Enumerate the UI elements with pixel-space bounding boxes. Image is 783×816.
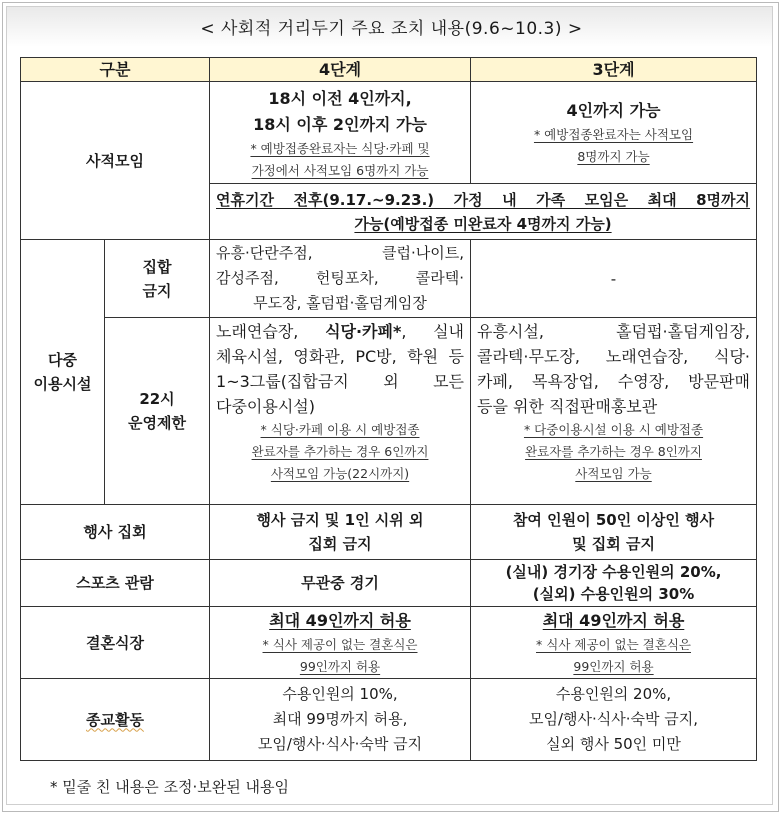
table-row-religion — [21, 679, 757, 761]
ban-label-line2: 금지 — [142, 281, 172, 300]
events-stage3-line2: 및 집회 금지 — [572, 535, 655, 553]
private-stage4-line1: 18시 이전 4인까지, — [268, 88, 412, 108]
cell-curfew-stage4 — [210, 318, 471, 505]
curfew-stage3-line2: 콜라텍·무도장, 노래연습장, 식당· — [477, 347, 751, 366]
religion-stage3-line3: 실외 행사 50인 미만 — [546, 735, 681, 753]
wedding-stage4-main: 최대 49인까지 허용 — [269, 610, 411, 630]
curfew-stage3-note3: 사적모임 가능 — [575, 466, 652, 481]
sports-stage3-line2: (실외) 수용인원의 30% — [532, 585, 695, 603]
ban-label-line1: 집합 — [142, 257, 172, 276]
curfew-stage3-note1: * 다중이용시설 이용 시 예방접종 — [523, 422, 704, 437]
curfew-stage4-line3: 1~3그룹(집합금지 외 모든 — [216, 372, 465, 391]
curfew-stage4-line1: 노래연습장, 식당·카페*, 실내 — [216, 322, 465, 341]
curfew-stage4-note2: 완료자를 추가하는 경우 6인까지 — [251, 444, 429, 459]
events-stage4-line2: 집회 금지 — [308, 535, 372, 553]
table-row-events — [21, 505, 757, 560]
row-label-private-gathering: 사적모임 — [21, 82, 210, 240]
multi-use-label-line1: 다중 — [48, 351, 77, 369]
religion-stage4-line2: 최대 99명까지 허용, — [272, 710, 408, 728]
ban-stage4-line3: 무도장, 홀덤펍·홀덤게임장 — [253, 294, 427, 312]
curfew-stage4-line4: 다중이용시설) — [216, 397, 315, 416]
row-label-religion — [21, 679, 210, 761]
row-label-wedding: 결혼식장 — [21, 607, 210, 679]
curfew-label-line1: 22시 — [139, 390, 175, 408]
private-stage3-main: 4인까지 가능 — [566, 100, 661, 120]
row-label-sports: 스포츠 관람 — [21, 560, 210, 607]
religion-stage3-line1: 수용인원의 20%, — [555, 685, 672, 703]
wedding-stage3-main: 최대 49인까지 허용 — [542, 610, 685, 630]
header-category: 구분 — [21, 58, 210, 82]
distancing-measures-table — [20, 57, 757, 761]
private-stage3-note1: * 예방접종완료자는 사적모임 — [533, 126, 694, 142]
cell-sports-stage3 — [471, 560, 757, 607]
row-label-events: 행사 집회 — [21, 505, 210, 560]
cell-ban-stage3: - — [471, 240, 757, 318]
wedding-stage3-note2: 99인까지 허용 — [573, 658, 654, 674]
cell-religion-stage4 — [210, 679, 471, 761]
private-stage4-note2: 가정에서 사적모임 6명까지 가능 — [251, 162, 429, 178]
header-stage3: 3단계 — [471, 58, 757, 82]
row-label-ban — [105, 240, 210, 318]
footnote: * 밑줄 친 내용은 조정·보완된 내용임 — [50, 778, 289, 796]
restaurant-cafe-emphasis: 식당·카페* — [325, 322, 402, 341]
cell-holiday-note — [210, 184, 757, 240]
private-stage4-line2: 18시 이후 2인까지 가능 — [253, 114, 427, 134]
cell-wedding-stage3 — [471, 607, 757, 679]
table-row-wedding — [21, 607, 757, 679]
row-label-curfew — [105, 318, 210, 505]
curfew-stage3-note2: 완료자를 추가하는 경우 8인까지 — [525, 444, 702, 459]
religion-stage3-line2: 모임/행사·식사·숙박 금지, — [529, 710, 699, 728]
multi-use-label-line2: 이용시설 — [33, 375, 92, 393]
cell-religion-stage3 — [471, 679, 757, 761]
table-row-private-gathering — [21, 82, 757, 184]
header-stage4: 4단계 — [210, 58, 471, 82]
curfew-stage3-line4: 등을 위한 직접판매홍보관 — [477, 397, 658, 416]
curfew-stage3-line1: 유흥시설, 홀덤펍·홀덤게임장, — [477, 322, 751, 341]
cell-private-stage4 — [210, 82, 471, 184]
table-row-multi-use-curfew — [21, 318, 757, 505]
cell-curfew-stage3 — [471, 318, 757, 505]
private-stage4-note1: * 예방접종완료자는 식당·카페 및 — [250, 140, 430, 156]
holiday-line1: 연휴기간 전후(9.17.~9.23.) 가정 내 가족 모임은 최대 8명까지 — [216, 190, 751, 209]
events-stage4-line1: 행사 금지 및 1인 시위 외 — [256, 511, 424, 529]
curfew-stage4-note3: 사적모임 가능(22시까지) — [270, 466, 410, 481]
curfew-stage4-line2: 체육시설, 영화관, PC방, 학원 등 — [216, 347, 465, 366]
sports-stage3-line1: (실내) 경기장 수용인원의 20%, — [505, 563, 722, 581]
wedding-stage4-note2: 99인까지 허용 — [299, 658, 381, 674]
cell-sports-stage4: 무관중 경기 — [210, 560, 471, 607]
cell-wedding-stage4 — [210, 607, 471, 679]
table-row-sports — [21, 560, 757, 607]
wedding-stage4-note1: * 식사 제공이 없는 결혼식은 — [262, 636, 418, 652]
curfew-label-line2: 운영제한 — [128, 414, 186, 432]
holiday-line2: 가능(예방접종 미완료자 4명까지 가능) — [354, 214, 612, 233]
curfew-stage3-line3: 카페, 목욕장업, 수영장, 방문판매 — [477, 372, 751, 391]
page-title: < 사회적 거리두기 주요 조치 내용(9.6~10.3) > — [200, 19, 583, 39]
religion-stage4-line3: 모임/행사·식사·숙박 금지 — [257, 735, 423, 753]
events-stage3-line1: 참여 인원이 50인 이상인 행사 — [512, 511, 715, 529]
table-row-multi-use-ban — [21, 240, 757, 318]
religion-label-text: 종교활동 — [86, 710, 144, 729]
ban-stage4-line2: 감성주점, 헌팅포차, 콜라텍· — [216, 269, 465, 287]
religion-stage4-line1: 수용인원의 10%, — [282, 685, 398, 703]
cell-events-stage4 — [210, 505, 471, 560]
cell-private-stage3 — [471, 82, 757, 184]
curfew-stage4-note1: * 식당·카페 이용 시 예방접종 — [260, 422, 420, 437]
private-stage3-note2: 8명까지 가능 — [577, 148, 650, 164]
wedding-stage3-note1: * 식사 제공이 없는 결혼식은 — [536, 636, 691, 652]
cell-ban-stage4 — [210, 240, 471, 318]
table-header-row — [21, 58, 757, 82]
ban-stage4-line1: 유흥·단란주점, 클럽·나이트, — [216, 244, 465, 262]
cell-events-stage3 — [471, 505, 757, 560]
row-label-multi-use — [21, 240, 105, 505]
